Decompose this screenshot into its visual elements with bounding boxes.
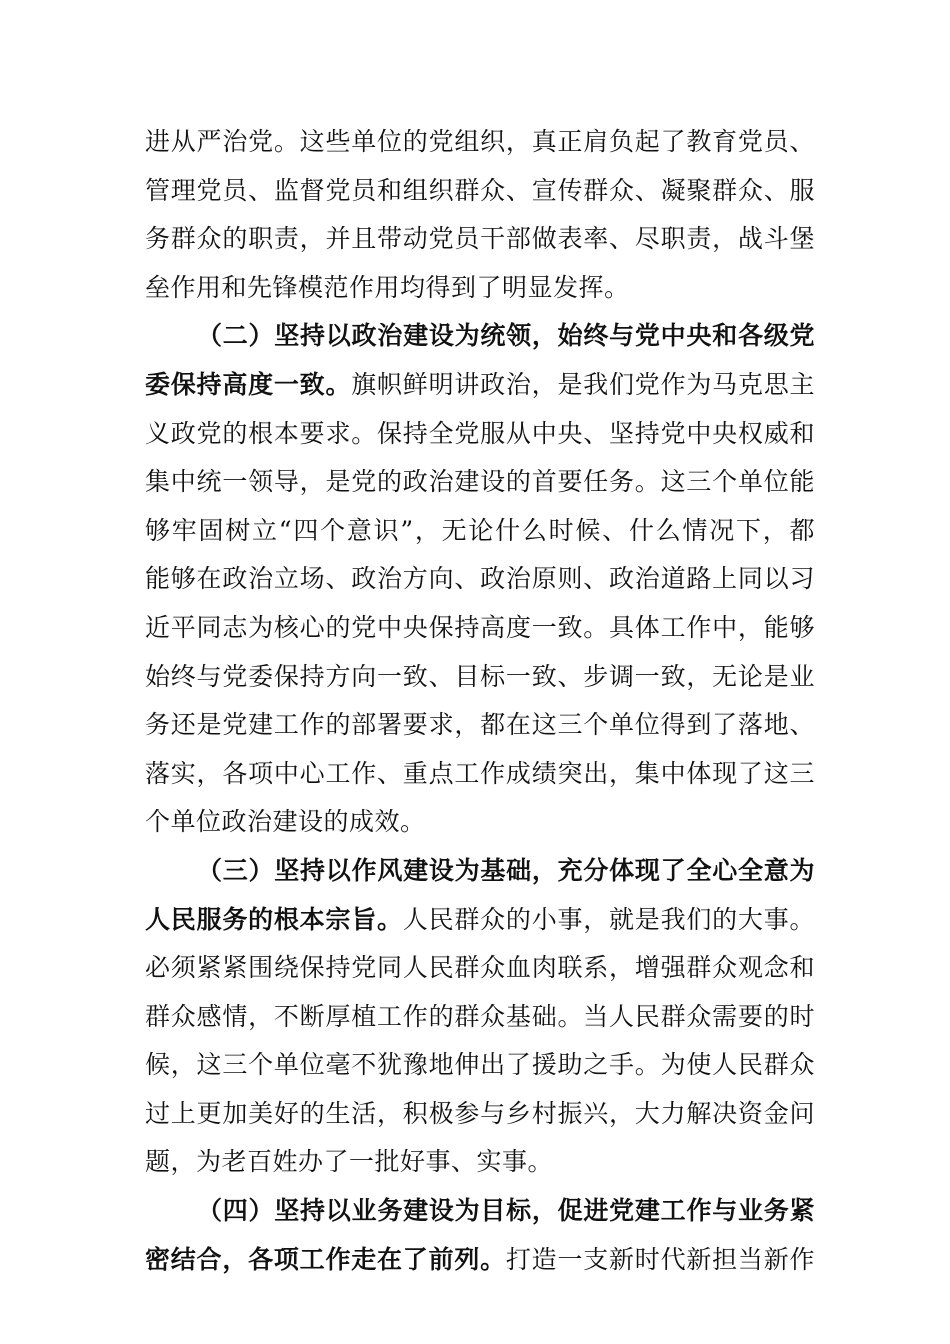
section-heading-line (145, 847, 815, 896)
line-text: 候，这三个单位毫不犹豫地伸出了援助之手。为使人民群众 (145, 1050, 815, 1080)
text-line (145, 264, 815, 313)
line-text: 必须紧紧围绕保持党同人民群众血肉联系，增强群众观念和 (145, 953, 815, 983)
text-line (145, 361, 815, 410)
line-text: 人民群众的小事，就是我们的大事。 (402, 904, 815, 934)
line-text: 近平同志为核心的党中央保持高度一致。具体工作中，能够 (145, 612, 815, 642)
line-text: 过上更加美好的生活，积极参与乡村振兴，大力解决资金问 (145, 1098, 815, 1128)
text-line (145, 507, 815, 556)
line-text: 落实，各项中心工作、重点工作成绩突出，集中体现了这三 (145, 758, 815, 788)
line-text: 个单位政治建设的成效。 (145, 807, 426, 837)
line-text: 义政党的根本要求。保持全党服从中央、坚持党中央权威和 (145, 418, 815, 448)
line-text: 垒作用和先锋模范作用均得到了明显发挥。 (145, 272, 630, 302)
text-line (145, 993, 815, 1042)
text-line (145, 410, 815, 459)
line-text: 始终与党委保持方向一致、目标一致、步调一致，无论是业 (145, 661, 815, 691)
line-text: 务还是党建工作的部署要求，都在这三个单位得到了落地、 (145, 710, 815, 740)
section-heading-line (145, 1187, 815, 1236)
line-text: 够牢固树立“四个意识”，无论什么时候、什么情况下，都 (145, 515, 815, 545)
text-line (145, 167, 815, 216)
section-heading: （四）坚持以业务建设为目标，促进党建工作与业务紧 (197, 1196, 815, 1226)
section-heading-line (145, 312, 815, 361)
text-line (145, 653, 815, 702)
section-heading: 人民服务的根本宗旨。 (145, 904, 403, 934)
text-line (145, 798, 815, 847)
line-text: 旗帜鲜明讲政治，是我们党作为马克思主 (351, 369, 815, 399)
line-text: 打造一支新时代新担当新作 (505, 1244, 815, 1274)
text-line (145, 701, 815, 750)
text-line (145, 750, 815, 799)
line-text: 管理党员、监督党员和组织群众、宣传群众、凝聚群众、服 (145, 175, 815, 205)
text-line (145, 1236, 815, 1285)
text-line (145, 458, 815, 507)
text-line (145, 1138, 815, 1187)
line-text: 题，为老百姓办了一批好事、实事。 (145, 1147, 554, 1177)
text-line (145, 555, 815, 604)
line-text: 群众感情，不断厚植工作的群众基础。当人民群众需要的时 (145, 1001, 815, 1031)
section-heading: （二）坚持以政治建设为统领，始终与党中央和各级党 (197, 321, 815, 351)
text-line (145, 1041, 815, 1090)
text-line (145, 118, 815, 167)
text-line (145, 604, 815, 653)
line-text: 集中统一领导，是党的政治建设的首要任务。这三个单位能 (145, 467, 815, 497)
line-text: 能够在政治立场、政治方向、政治原则、政治道路上同以习 (145, 564, 815, 594)
section-heading: 密结合，各项工作走在了前列。 (145, 1244, 506, 1274)
line-text: 进从严治党。这些单位的党组织，真正肩负起了教育党员、 (145, 127, 815, 156)
text-line (145, 215, 815, 264)
section-heading: （三）坚持以作风建设为基础，充分体现了全心全意为 (197, 855, 815, 885)
section-heading: 委保持高度一致。 (145, 369, 352, 399)
document-body (145, 118, 815, 1284)
text-line (145, 1090, 815, 1139)
text-line (145, 896, 815, 945)
line-text: 务群众的职责，并且带动党员干部做表率、尽职责，战斗堡 (145, 224, 815, 254)
text-line (145, 944, 815, 993)
